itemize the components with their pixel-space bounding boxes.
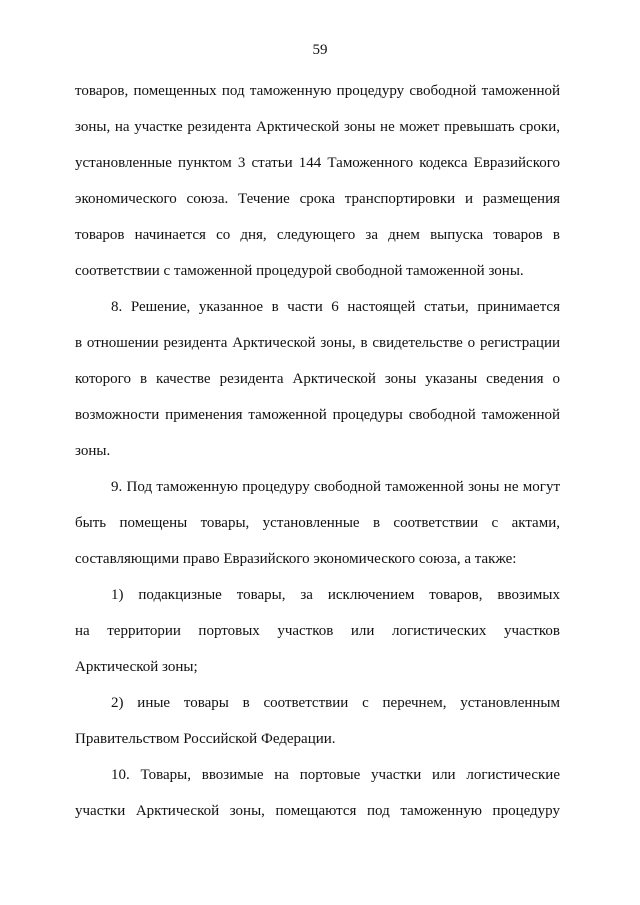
text-line: Правительством Российской Федерации. xyxy=(75,731,336,747)
text-line: товаров, помещенных под таможенную процедуру свободной таможенной xyxy=(75,83,560,99)
text-line: Арктической зоны; xyxy=(75,659,198,675)
paragraph-first-line: 8. Решение, указанное в части 6 настоящей статьи, принимается xyxy=(111,299,560,315)
paragraph-first-line: 10. Товары, ввозимые на портовые участки или логистические xyxy=(111,767,560,783)
text-line: зоны, на участке резидента Арктической зоны не может превышать сроки, xyxy=(75,119,560,135)
paragraph-first-line: 1) подакцизные товары, за исключением товаров, ввозимых xyxy=(111,587,560,603)
text-line: возможности применения таможенной процедуры свободной таможенной xyxy=(75,407,560,423)
text-line: которого в качестве резидента Арктической зоны указаны сведения о xyxy=(75,371,560,387)
text-line: зоны. xyxy=(75,443,111,459)
text-line: соответствии с таможенной процедурой свободной таможенной зоны. xyxy=(75,263,524,279)
text-line: установленные пунктом 3 статьи 144 Таможенного кодекса Евразийского xyxy=(75,155,560,171)
paragraph-first-line: 9. Под таможенную процедуру свободной таможенной зоны не могут xyxy=(111,479,560,495)
text-line: на территории портовых участков или логистических участков xyxy=(75,623,560,639)
text-line: экономического союза. Течение срока транспортировки и размещения xyxy=(75,191,560,207)
text-line: быть помещены товары, установленные в соответствии с актами, xyxy=(75,515,560,531)
text-line: участки Арктической зоны, помещаются под таможенную процедуру xyxy=(75,803,560,819)
text-line: товаров начинается со дня, следующего за днем выпуска товаров в xyxy=(75,227,560,243)
paragraph-first-line: 2) иные товары в соответствии с перечнем, установленным xyxy=(111,695,560,711)
text-line: в отношении резидента Арктической зоны, в свидетельстве о регистрации xyxy=(75,335,560,351)
page-number: 59 xyxy=(312,42,328,58)
text-line: составляющими право Евразийского экономического союза, а также: xyxy=(75,551,517,567)
